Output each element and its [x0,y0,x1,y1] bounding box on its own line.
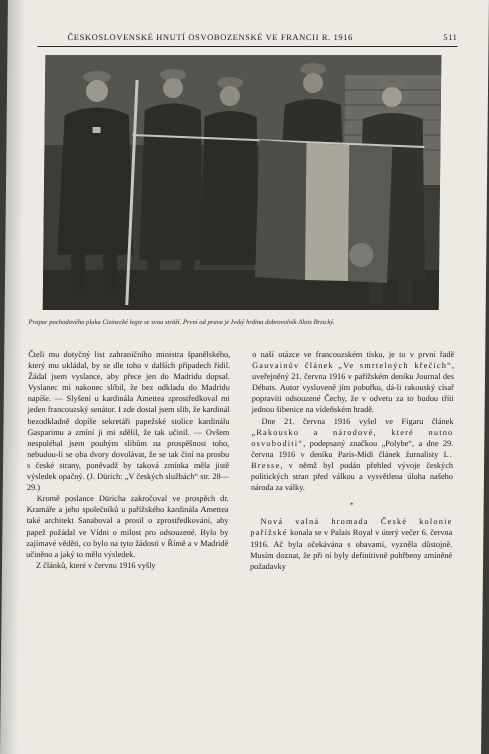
right-p2-post: , v němž byl podán přehled vývoje českých politických stran před válkou a vysvětlena úloha našeho národa za války. [250,460,454,493]
running-head [68,32,458,42]
photograph-soldiers-with-flag [43,55,442,310]
photo-illustration [43,55,442,310]
photo-caption: Prapor pochodového pluku Cizinecké legie se svou stráží. První od prava je Ivský hrdina dobrovolník Alois Brzický. [28,319,335,326]
right-p2-mid: , podepsaný značkou „Polybe“, a dne 29. června 1916 v deníku Paris-Midi článek žurnalisty [251,438,454,459]
left-paragraph-1: Čteli mu dotyčný list zahraničního ministra španělského, který mu ukládal, by se dle toho v dalších případech řídil. Žádal jsem vyslance, aby přece jen do Madridu dopsal. Vyslanec mi nakonec slíbil, že bez odkladu do Madridu napíše. — Slyšení u kardinála Ametteа zprostředkoval mi jeden francouzský senátor. I zde dostal jsem slib, že kardinál bezodkladně dopíše sekretáři papežské stolice kardinálu Gasparimu a zmíní ji mi sdělil, že tak učinil. — Ovšem nespoléhal jsem pouhým slibům na prospěšnost toho, nebudou-li se oba dvory dovolávat, že se tak činí na prosbu s české strany, poněvadž by taková zmínka měla jistě výsledek opačný. (J. Dürich: „V českých službách“ str. 28—29.) [26,350,231,493]
right-p3-post: konala se v Palais Royal v úterý večer 6. června 1916. Ač byla očekávána s obavami, vyzněla důstojně. Musím doznat, že při ní byly definitivně pohřbeny zmíněné požadavky [249,528,453,571]
right-p1-spaced-2: „Ve smrtelných křečích“ [338,361,453,371]
left-column [26,349,230,571]
flag-graphic [255,140,392,283]
running-head-title: ČESKOSLOVENSKÉ HNUTÍ OSVOBOZENSKÉ VE FRANCII R. 1916 [67,32,353,42]
right-p1-spaced-1: Gauvainův článek [252,361,334,371]
right-column [250,349,454,572]
right-p2-spaced-2: L. Bresse [251,449,454,470]
header-rule [37,46,457,47]
page-shadow [0,0,26,754]
right-p3-spaced: Nová valná hromada České kolonie pařížské [250,517,453,538]
page-number: 511 [443,32,458,42]
left-paragraph-3: Z článků, které v červnu 1916 vyšly [35,560,156,570]
right-p1-post: , uveřejněný 21. června 1916 v pařížském deníku Journal des Débats. Autor vysloveně jím pobuřku, dá-li rakouský císař popraviti odsouzené Čechy, že v odvetu za to budou tříti jednou šibenice na vídeňském hradě. [251,361,455,415]
right-paragraph-3 [250,516,453,571]
right-p2-spaced: „Rakousko a národové, které nutno osvoboditi“ [251,427,454,448]
right-p1-pre: o naší otázce ve francouzském tisku, je to v první řadě [252,350,455,359]
right-paragraph-1 [252,349,455,416]
section-separator-star: * [349,501,354,510]
right-paragraph-2 [251,416,454,494]
left-paragraph-2: Kromě poslance Düricha zakročoval ve prospěch dr. Kramáře a jeho společníků u pařížského kardinála Ametteа také architekt Sanaboval a prosil o zprostředkování, aby papež požádal ve Vídni o milost pro odsouzené. Bylo by zajímavé věděti, co bylo na tyto žádosti v Římě a v Madridě učiněno a jaký to mělo výsledek. [26,494,229,559]
right-p2-pre: Dne 21. června 1916 vyšel ve Figaru článek [261,416,454,426]
